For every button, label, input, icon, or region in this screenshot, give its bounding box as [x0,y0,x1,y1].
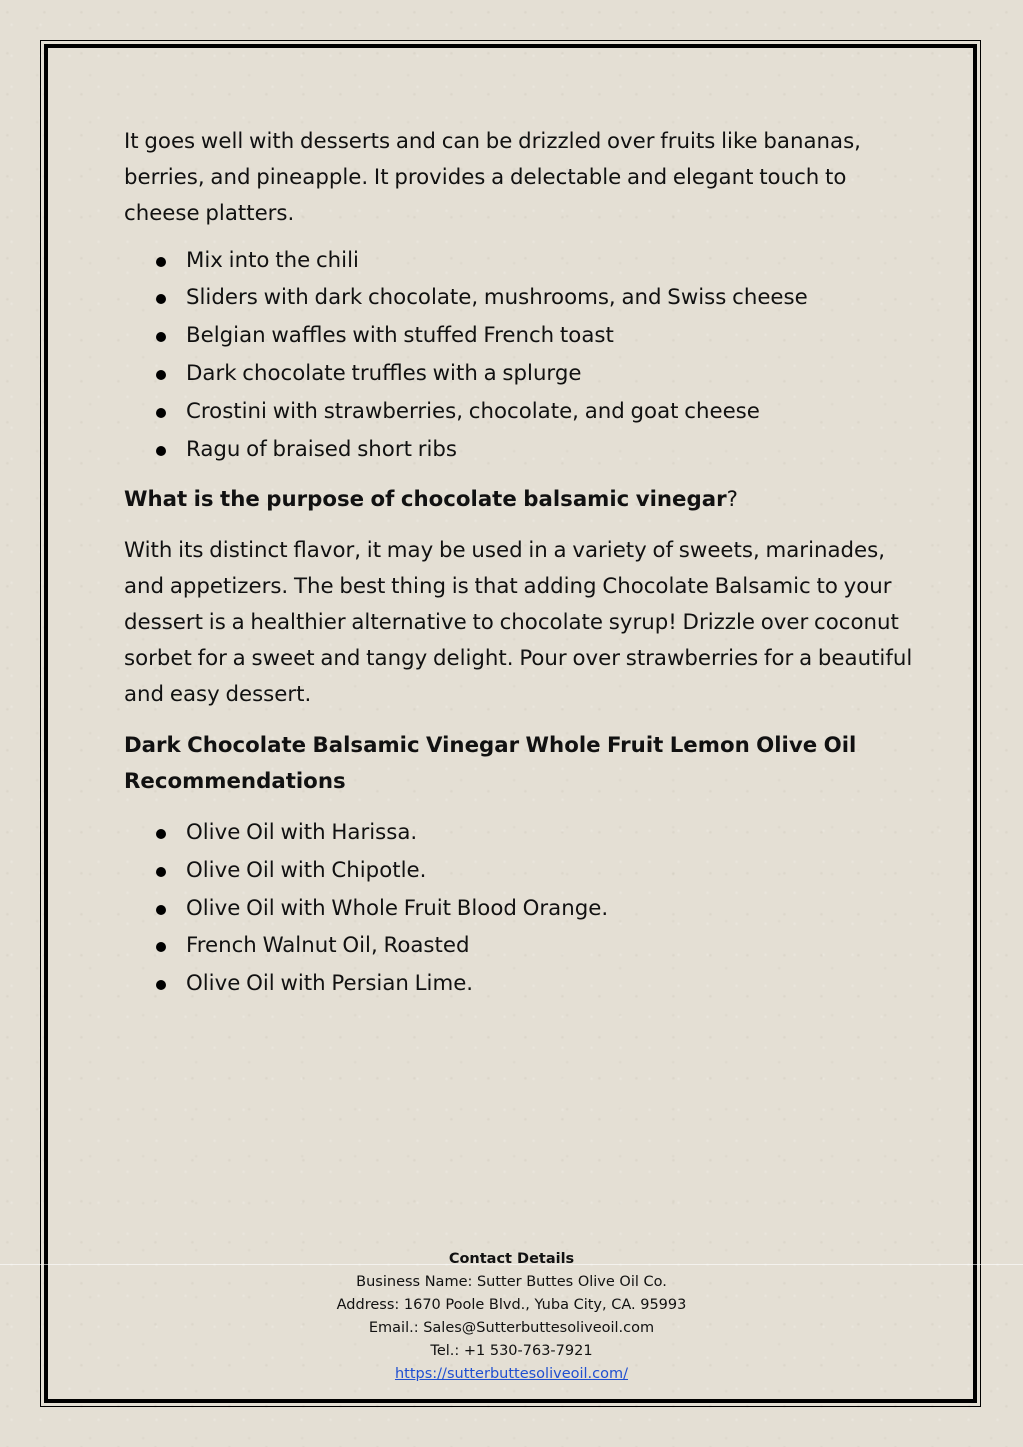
list-item [124,431,924,469]
list-item [124,814,924,852]
list-item-text: Sliders with dark chocolate, mushrooms, and Swiss cheese [186,285,808,311]
bullet-icon [156,867,166,877]
list-item-text: French Walnut Oil, Roasted [186,933,470,959]
bullet-icon [156,829,166,839]
list-item [124,852,924,890]
contact-details [0,1248,1023,1386]
list-item-text: Dark chocolate truffles with a splurge [186,361,582,386]
serving-ideas-list [124,242,924,469]
bullet-icon [156,942,166,952]
website-link[interactable]: https://sutterbuttesoliveoil.com/ [394,1366,629,1382]
intro-paragraph: It goes well with desserts and can be drizzled over fruits like bananas, berries, and pineapple. It provides a delectable and elegant touch to cheese platters. [124,129,861,227]
list-item [124,890,924,928]
list-item [124,242,924,280]
list-item-text: Olive Oil with Whole Fruit Blood Orange. [186,895,609,921]
contact-business: Business Name: Sutter Buttes Olive Oil Co. [356,1274,667,1290]
bullet-icon [156,905,166,915]
list-item-text: Ragu of braised short ribs [186,436,457,462]
question-heading-text: What is the purpose of chocolate balsamic vinegar [124,487,727,513]
contact-title: Contact Details [448,1251,575,1267]
list-item [124,927,924,965]
list-item-text: Mix into the chili [186,247,359,273]
recommendations-heading: Dark Chocolate Balsamic Vinegar Whole Fruit Lemon Olive Oil Recommendations [124,732,857,794]
contact-email: Email.: Sales@Sutterbuttesoliveoil.com [368,1320,655,1336]
list-item [124,355,924,393]
list-item [124,317,924,355]
contact-address: Address: 1670 Poole Blvd., Yuba City, CA. 95993 [336,1297,687,1313]
document-body [124,124,924,1003]
recommendations-list [124,814,924,1003]
list-item-text: Olive Oil with Chipotle. [186,857,427,883]
list-item [124,393,924,431]
question-mark: ? [726,487,738,513]
bullet-icon [156,446,166,456]
bullet-icon [156,980,166,990]
list-item-text: Crostini with strawberries, chocolate, and goat cheese [186,398,760,424]
bullet-icon [156,257,166,267]
list-item [124,965,924,1003]
contact-tel: Tel.: +1 530-763-7921 [430,1343,593,1359]
question-heading [124,482,924,518]
bullet-icon [156,294,166,304]
answer-paragraph: With its distinct flavor, it may be used in a variety of sweets, marinades, and appetizers. The best thing is that adding Chocolate Balsamic to your dessert is a healthier alternative to chocolate syrup! Drizzle over coconut sorbet for a sweet and tangy delight. Pour over strawberries for a beautiful and easy dessert. [124,537,913,708]
bullet-icon [156,370,166,380]
list-item-text: Belgian waffles with stuffed French toast [186,323,614,349]
list-item [124,279,924,317]
list-item-text: Olive Oil with Harissa. [186,820,418,846]
bullet-icon [156,332,166,342]
list-item-text: Olive Oil with Persian Lime. [186,971,474,997]
bullet-icon [156,408,166,418]
